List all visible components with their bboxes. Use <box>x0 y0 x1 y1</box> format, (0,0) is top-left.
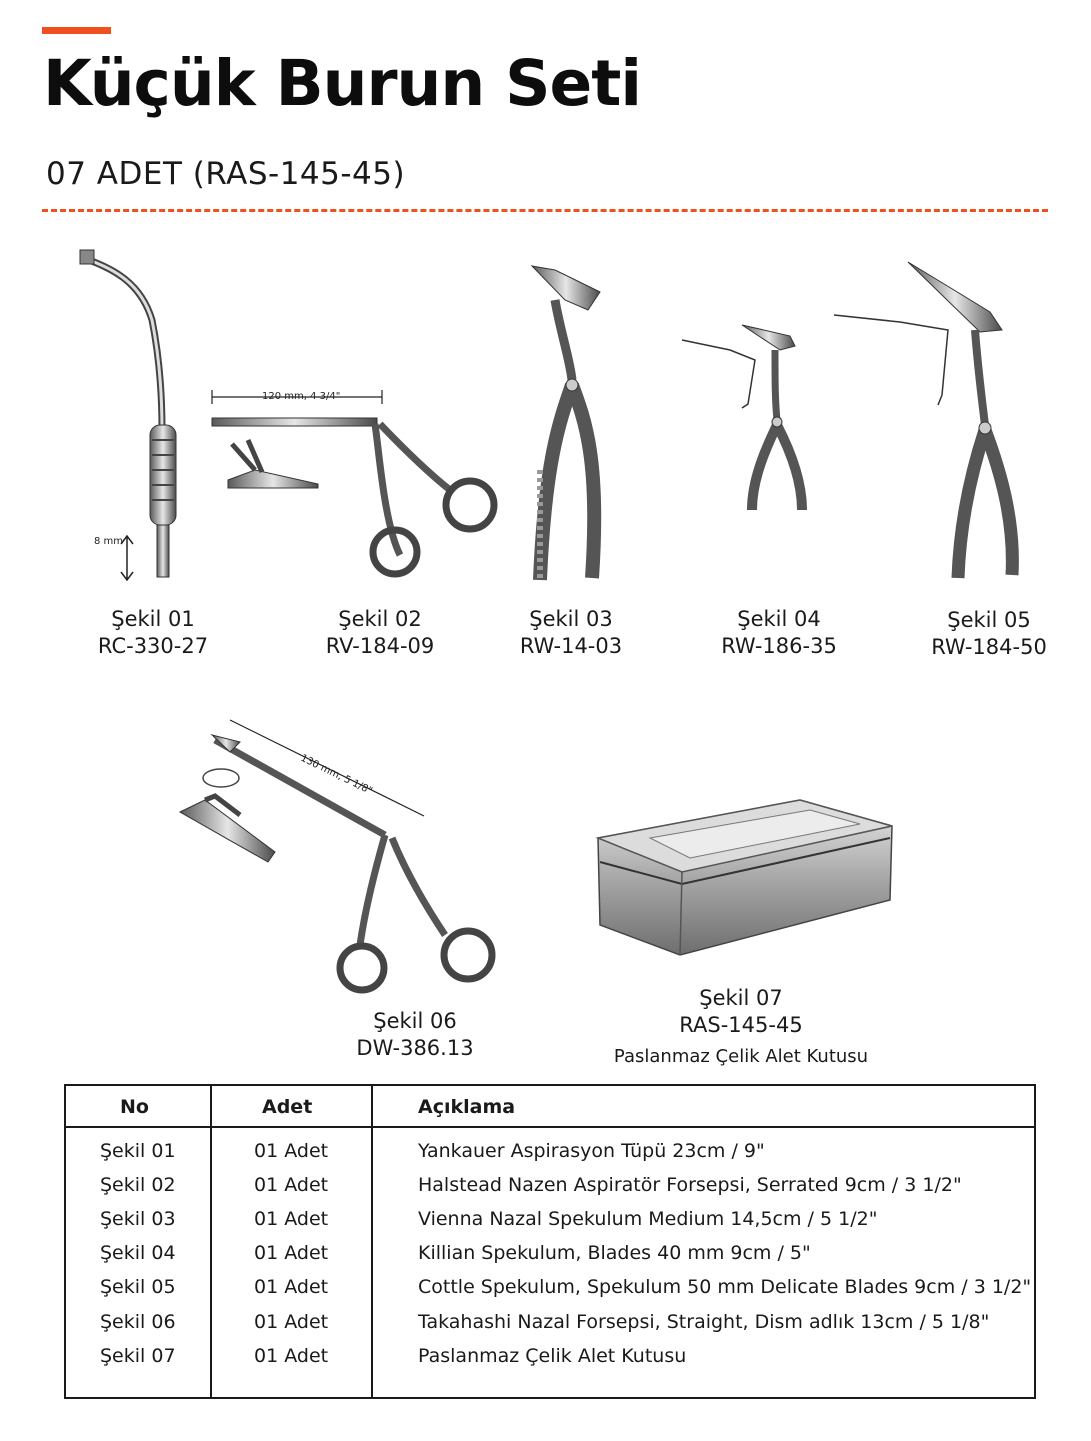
cell-adet: 01 Adet <box>254 1208 329 1230</box>
figure-code: RW-184-50 <box>931 635 1047 659</box>
column-header-aciklama: Açıklama <box>418 1096 516 1118</box>
figure-caption-07 <box>600 985 882 1070</box>
cell-adet: 01 Adet <box>254 1276 329 1298</box>
halstead-forceps-icon <box>212 390 494 574</box>
cell-no: Şekil 05 <box>100 1276 176 1298</box>
cell-aciklama: Paslanmaz Çelik Alet Kutusu <box>418 1345 687 1367</box>
cell-adet: 01 Adet <box>254 1242 329 1264</box>
cell-aciklama: Cottle Spekulum, Spekulum 50 mm Delicate Blades 9cm / 3 1/2" <box>418 1276 1032 1298</box>
page-subtitle: 07 ADET (RAS-145-45) <box>46 156 406 192</box>
figure-caption-06 <box>353 1008 477 1062</box>
figure-code: RW-186-35 <box>721 634 837 658</box>
cell-no: Şekil 06 <box>100 1311 176 1333</box>
figure-label: Şekil 02 <box>338 607 422 631</box>
figure-caption-05 <box>928 607 1050 661</box>
figure-caption-04 <box>719 606 839 660</box>
table-row <box>66 1311 1034 1345</box>
table-row <box>66 1208 1034 1242</box>
vienna-speculum-icon <box>532 266 600 580</box>
figure-label: Şekil 03 <box>529 607 613 631</box>
cell-aciklama: Halstead Nazen Aspiratör Forsepsi, Serrated 9cm / 3 1/2" <box>418 1174 962 1196</box>
column-header-adet: Adet <box>262 1096 313 1118</box>
figure-caption-01 <box>93 606 213 660</box>
contents-table <box>64 1084 1036 1399</box>
cell-aciklama: Yankauer Aspirasyon Tüpü 23cm / 9" <box>418 1140 765 1162</box>
cell-aciklama: Vienna Nazal Spekulum Medium 14,5cm / 5 1/2" <box>418 1208 878 1230</box>
cell-adet: 01 Adet <box>254 1311 329 1333</box>
fig02-dimension: 120 mm, 4 3/4" <box>262 391 341 402</box>
figure-label: Şekil 01 <box>111 607 195 631</box>
instrument-box-icon <box>598 800 892 955</box>
page-title: Küçük Burun Seti <box>43 47 641 120</box>
figure-code: RC-330-27 <box>97 634 209 658</box>
fig06-dimension: 130 mm, 5 1/8" <box>298 752 374 798</box>
figure-label: Şekil 06 <box>373 1009 457 1033</box>
figure-caption-02 <box>320 606 440 660</box>
killian-speculum-icon <box>682 325 802 510</box>
yankauer-suction-tube-icon <box>80 250 176 580</box>
fig01-dimension: 8 mm <box>94 536 124 547</box>
table-row <box>66 1174 1034 1208</box>
takahashi-forceps-icon <box>180 720 492 990</box>
cell-no: Şekil 04 <box>100 1242 176 1264</box>
cell-adet: 01 Adet <box>254 1174 329 1196</box>
cell-no: Şekil 07 <box>100 1345 176 1367</box>
table-row <box>66 1276 1034 1310</box>
cell-aciklama: Killian Spekulum, Blades 40 mm 9cm / 5" <box>418 1242 811 1264</box>
figure-label: Şekil 05 <box>947 608 1031 632</box>
cell-no: Şekil 02 <box>100 1174 176 1196</box>
table-row <box>66 1242 1034 1276</box>
cottle-speculum-icon <box>834 262 1012 578</box>
figure-code: DW-386.13 <box>356 1036 474 1060</box>
figure-code: RV-184-09 <box>325 634 435 658</box>
cell-aciklama: Takahashi Nazal Forsepsi, Straight, Dism adlık 13cm / 5 1/8" <box>418 1311 990 1333</box>
cell-no: Şekil 03 <box>100 1208 176 1230</box>
cell-adet: 01 Adet <box>254 1345 329 1367</box>
figure-label: Şekil 04 <box>737 607 821 631</box>
figure-caption-03 <box>511 606 631 660</box>
figure-code: RAS-145-45 <box>679 1013 803 1037</box>
figure-label: Şekil 07 <box>699 986 783 1010</box>
column-header-no: No <box>120 1096 149 1118</box>
table-row <box>66 1140 1034 1174</box>
figure-note: Paslanmaz Çelik Alet Kutusu <box>613 1046 869 1067</box>
table-row <box>66 1345 1034 1379</box>
figure-code: RW-14-03 <box>519 634 623 658</box>
cell-no: Şekil 01 <box>100 1140 176 1162</box>
cell-adet: 01 Adet <box>254 1140 329 1162</box>
header-divider <box>66 1126 1034 1128</box>
